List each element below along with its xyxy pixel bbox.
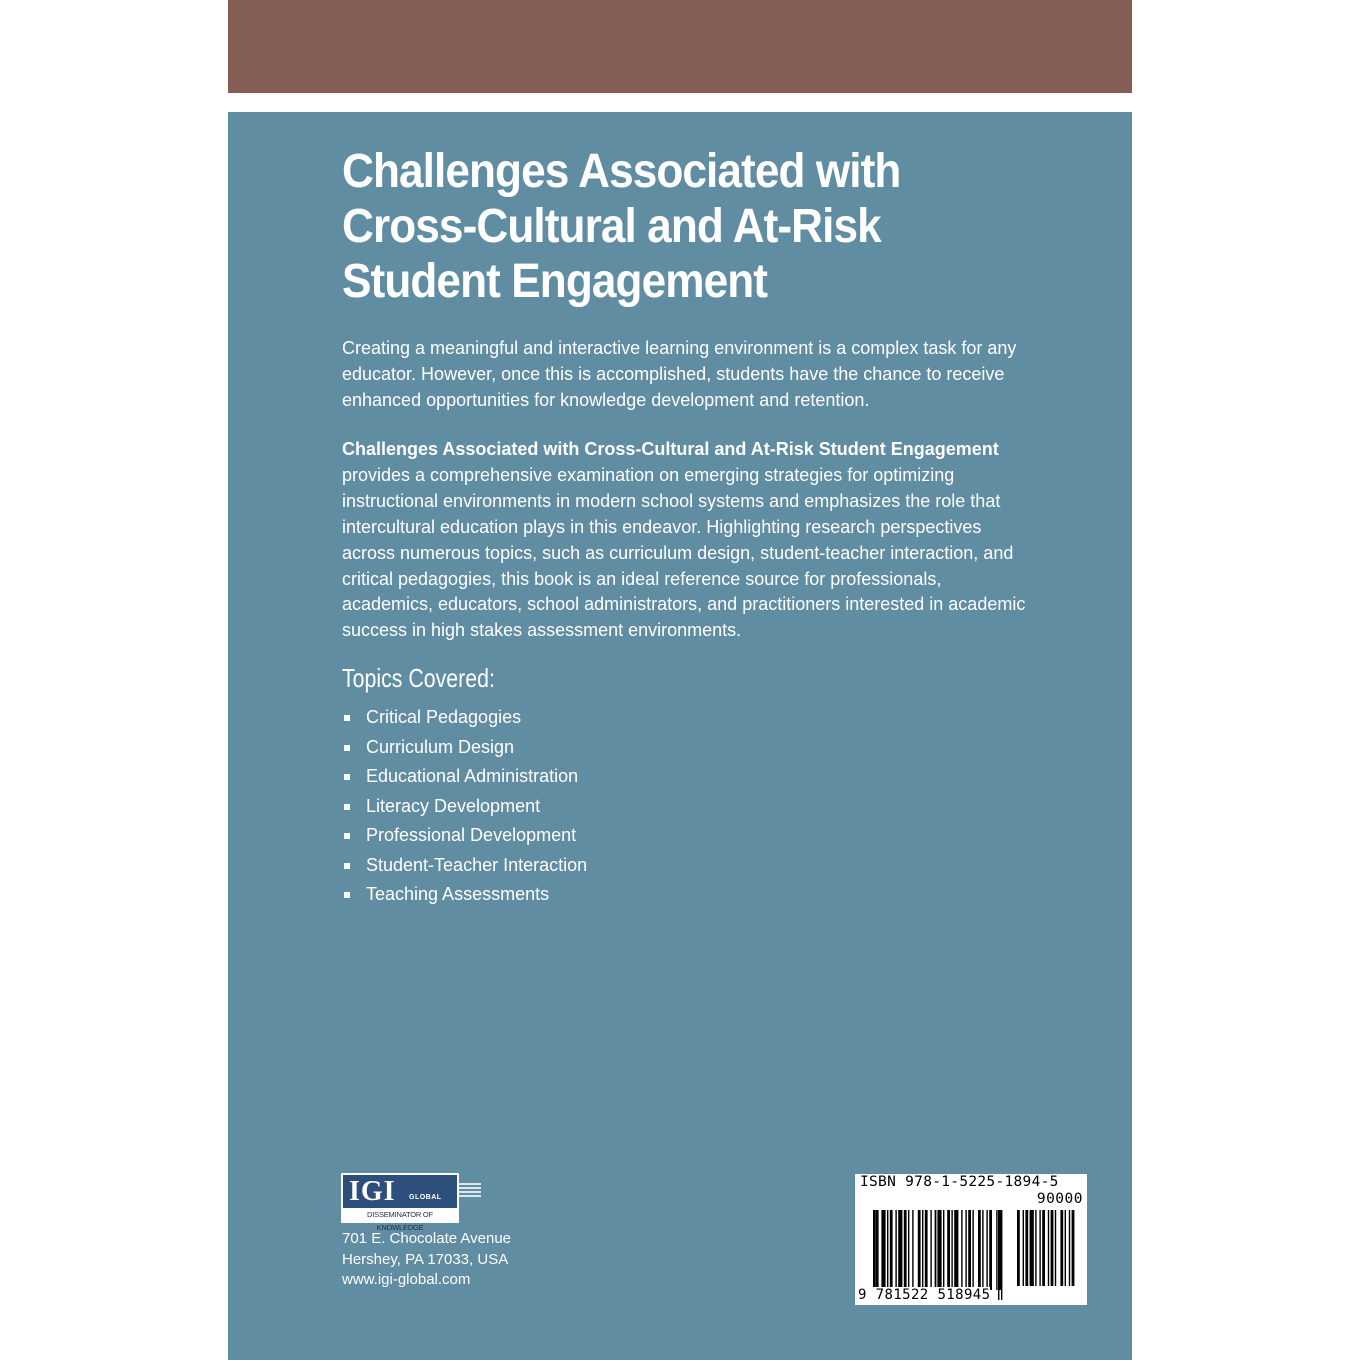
list-item bbox=[342, 762, 587, 792]
topic-label: Curriculum Design bbox=[366, 736, 515, 757]
square-bullet-icon bbox=[344, 833, 350, 839]
square-bullet-icon bbox=[344, 892, 350, 898]
topic-label: Educational Administration bbox=[366, 766, 579, 786]
address-line: 701 E. Chocolate Avenue bbox=[342, 1230, 512, 1247]
publisher-logo bbox=[341, 1173, 459, 1232]
price-code: 90000 bbox=[1036, 1191, 1083, 1207]
square-bullet-icon bbox=[344, 715, 350, 721]
list-item bbox=[342, 703, 587, 733]
title-line: Challenges Associated with bbox=[342, 145, 901, 198]
description-text: provides a comprehensive examination on emerging strategies for optimizing instructional environments in modern school systems and emphasizes the role that intercultural education plays in this endeavor. Highlighting research perspectives across numerous topics, such as curriculum design, student-teacher interaction, and critical pedagogies, this book is an ideal reference source for professionals, academics, educators, school administrators, and practitioners interested in academic success in high stakes assessment environments. bbox=[342, 464, 1026, 641]
isbn-barcode bbox=[855, 1174, 1087, 1305]
square-bullet-icon bbox=[344, 863, 350, 869]
topic-label: Literacy Development bbox=[366, 795, 541, 816]
intro-paragraph: Creating a meaningful and interactive learning environment is a complex task for any educator. However, once this is accomplished, students have the chance to receive enhanced opportunities for knowledge development and retention. bbox=[342, 338, 1017, 410]
list-item bbox=[342, 851, 587, 881]
description-paragraph bbox=[342, 437, 1032, 644]
square-bullet-icon bbox=[344, 804, 350, 810]
title-line: Cross-Cultural and At-Risk bbox=[342, 200, 881, 253]
address-line: Hershey, PA 17033, USA bbox=[342, 1250, 509, 1268]
isbn-text: ISBN 978-1-5225-1894-5 bbox=[860, 1174, 1059, 1190]
website-link[interactable]: www.igi-global.com bbox=[342, 1271, 471, 1288]
list-item bbox=[342, 880, 587, 910]
logo-mark: IGI bbox=[349, 1176, 396, 1207]
stripes-icon bbox=[459, 1183, 481, 1199]
topic-label: Critical Pedagogies bbox=[366, 707, 522, 727]
description-book-title: Challenges Associated with Cross-Cultural and At-Risk Student Engagement bbox=[342, 439, 999, 459]
logo-tagline: DISSEMINATOR OF KNOWLEDGE bbox=[343, 1208, 457, 1221]
book-title bbox=[342, 144, 1004, 309]
logo-sub: GLOBAL bbox=[409, 1194, 442, 1201]
list-item bbox=[342, 821, 587, 851]
topics-list bbox=[342, 703, 587, 910]
topic-label: Professional Development bbox=[366, 825, 577, 845]
topics-heading: Topics Covered: bbox=[342, 663, 495, 693]
top-color-band bbox=[228, 0, 1132, 93]
ean-digits: 9 781522 518945 bbox=[858, 1287, 991, 1303]
list-item bbox=[342, 792, 587, 822]
publisher-address bbox=[342, 1229, 511, 1291]
list-item bbox=[342, 733, 587, 763]
title-line: Student Engagement bbox=[342, 255, 768, 308]
square-bullet-icon bbox=[344, 774, 350, 780]
square-bullet-icon bbox=[344, 745, 350, 751]
back-cover bbox=[228, 112, 1132, 1360]
topic-label: Teaching Assessments bbox=[366, 884, 550, 904]
topic-label: Student-Teacher Interaction bbox=[366, 854, 588, 875]
